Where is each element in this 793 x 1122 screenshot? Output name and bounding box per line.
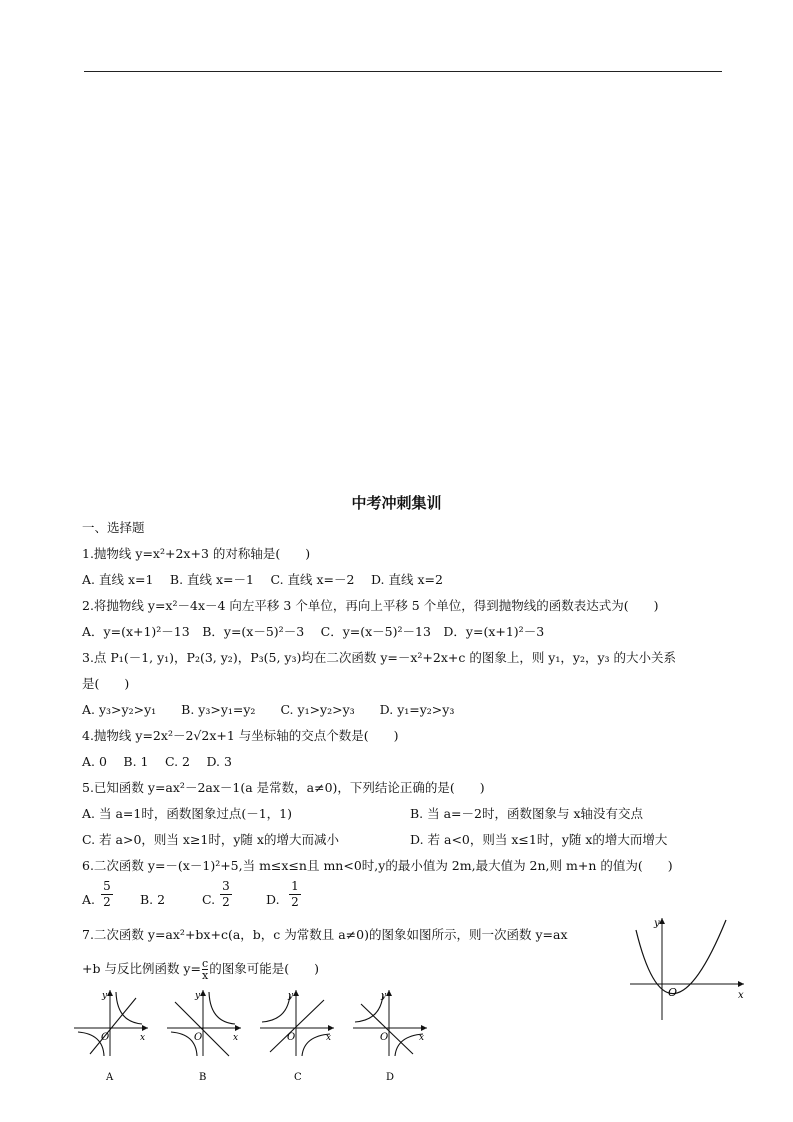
choice-b-graph (165, 986, 245, 1084)
choice-c-label: C (294, 1072, 302, 1083)
question-6-fraction-a: 5 2 (100, 880, 114, 909)
choice-a-x-label: x (140, 1033, 146, 1043)
choice-b-x-label: x (233, 1033, 239, 1043)
choice-b-origin-label: O (194, 1032, 203, 1043)
choice-d-x-label: x (419, 1033, 425, 1043)
question-6-label-d: D. (266, 892, 280, 907)
origin-label: O (668, 986, 678, 999)
question-6-label-a: A. (82, 892, 96, 907)
section-heading: 一、选择题 (82, 520, 145, 535)
choice-c-origin-label: O (287, 1032, 296, 1043)
choice-d-origin-label: O (380, 1032, 389, 1043)
question-7-stem-cont: +b 与反比例函数 y= $\frac{c}{x}$ 的图象可能是( ) (82, 957, 319, 982)
choice-d-label: D (386, 1072, 395, 1083)
question-3-options: A. y₃>y₂>y₁ B. y₃>y₁=y₂ C. y₁>y₂>y₃ D. y₁=y₂>y₃ (82, 702, 455, 717)
question-4-options: A. 0 B. 1 C. 2 D. 3 (82, 754, 232, 769)
question-7-stem: 7.二次函数 y=ax²+bx+c(a，b，c 为常数且 a≠0)的图象如图所示，则一次函数 y=ax (82, 927, 568, 942)
x-axis-label: x (738, 990, 744, 1001)
question-6-option-b: B. 2 (140, 892, 166, 907)
question-5-option-b: B. 当 a=－2时，函数图象与 x轴没有交点 (410, 806, 644, 821)
y-axis-label: y (654, 918, 660, 929)
choice-a-label: A (106, 1072, 114, 1083)
question-3-stem-cont: 是( ) (82, 676, 130, 691)
question-2-stem: 2.将抛物线 y=x²－4x－4 向左平移 3 个单位，再向上平移 5 个单位，得到抛物线的函数表达式为( ) (82, 598, 659, 613)
choice-b-label: B (199, 1072, 207, 1083)
question-3-stem: 3.点 P₁(－1, y₁)，P₂(3, y₂)，P₃(5, y₃)均在二次函数 y=－x²+2x+c 的图象上，则 y₁，y₂，y₃ 的大小关系 (82, 650, 677, 665)
question-5-option-d: D. 若 a<0，则当 x≤1时，y随 x的增大而增大 (410, 832, 668, 847)
question-2-options: A．y=(x+1)²－13 B．y=(x－5)²－3 C．y=(x－5)²－13 D．y=(x+1)²－3 (82, 624, 545, 639)
question-6-fraction-c: 3 2 (219, 880, 233, 909)
question-6-stem: 6.二次函数 y=－(x－1)²+5,当 m≤x≤n且 mn<0时,y的最小值为 2m,最大值为 2n,则 m+n 的值为( ) (82, 858, 673, 873)
question-5-option-c: C. 若 a>0，则当 x≥1时，y随 x的增大而减小 (82, 832, 339, 847)
page-title: 中考冲刺集训 (351, 494, 442, 512)
choice-d-y-label: y (381, 991, 387, 1001)
question-6-fraction-d: 1 2 (288, 880, 302, 909)
question-4-stem: 4.抛物线 y=2x²－2√2x+1 与坐标轴的交点个数是( ) (82, 728, 399, 743)
question-5-stem: 5.已知函数 y=ax²－2ax－1(a 是常数，a≠0)，下列结论正确的是( ) (82, 780, 485, 795)
choice-c-y-label: y (288, 991, 294, 1001)
choice-d-graph (351, 986, 431, 1084)
choice-a-y-label: y (102, 991, 108, 1001)
question-1-stem: 1.抛物线 y=x²+2x+3 的对称轴是( ) (82, 546, 311, 561)
question-6-label-c: C. (202, 892, 216, 907)
question-1-options: A. 直线 x=1 B. 直线 x=－1 C. 直线 x=－2 D. 直线 x=2 (82, 572, 443, 587)
choice-a-origin-label: O (101, 1032, 110, 1043)
choice-c-graph (258, 986, 338, 1084)
header-rule (84, 71, 722, 72)
question-5-option-a: A. 当 a=1时，函数图象过点(－1，1) (82, 806, 292, 821)
choice-b-y-label: y (195, 991, 201, 1001)
choice-a-graph (72, 986, 152, 1084)
choice-c-x-label: x (326, 1033, 332, 1043)
question-7-parabola-graph (626, 912, 752, 1024)
